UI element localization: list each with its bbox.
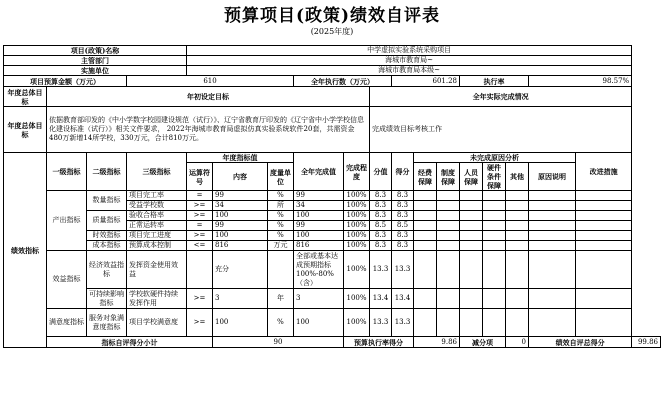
reason-cell: [483, 241, 506, 251]
unit-cell: %: [268, 211, 294, 221]
subtotal-value: 90: [213, 337, 344, 348]
goals-row-label: 年度总体目标: [4, 107, 47, 153]
reason-cell: [506, 231, 529, 241]
got-cell: 8.5: [392, 221, 414, 231]
content-cell: 99: [213, 191, 268, 201]
level1-cell: 效益指标: [47, 251, 87, 309]
reason-cell: [529, 241, 576, 251]
unit-cell: 所: [268, 201, 294, 211]
level2-cell: 时效指标: [87, 231, 127, 241]
table-row: [4, 231, 661, 241]
table-row: [4, 191, 661, 201]
reason-other-header: 其他: [506, 163, 529, 191]
level3-cell: 预算成本控制: [127, 241, 187, 251]
project-name-value: 中学虚拟实验系统采购项目: [187, 46, 632, 56]
degree-cell: 100%: [344, 289, 370, 309]
op-cell: >=: [187, 201, 213, 211]
op-header: 运算符号: [187, 163, 213, 191]
deduct-value: 0: [506, 337, 529, 348]
unit-cell: 万元: [268, 241, 294, 251]
budget-label: 项目预算金额（万元）: [4, 76, 127, 87]
reason-cell: [414, 211, 437, 221]
full-value-header: 全年完成值: [294, 153, 344, 191]
evaluation-table: [3, 45, 661, 348]
content-cell: 3: [213, 289, 268, 309]
level3-cell: 项目学校满意度: [127, 309, 187, 337]
improve-cell: [576, 241, 632, 251]
full-cell: 99: [294, 191, 344, 201]
reason-cell: [414, 241, 437, 251]
reason-note-header: 原因说明: [529, 163, 576, 191]
full-cell: 100: [294, 211, 344, 221]
budget-value: 610: [127, 76, 294, 87]
reason-cell: [529, 201, 576, 211]
project-name-row: [4, 46, 661, 56]
reason-group-header: 未完成原因分析: [414, 153, 576, 163]
reason-cell: [506, 191, 529, 201]
goals-col2-label: 年初设定目标: [47, 87, 370, 107]
unit-cell: %: [268, 309, 294, 337]
got-cell: 13.4: [392, 289, 414, 309]
degree-cell: 100%: [344, 191, 370, 201]
goals-col3-label: 全年实际完成情况: [370, 87, 632, 107]
level2-cell: 经济效益指标: [87, 251, 127, 289]
reason-cell: [506, 201, 529, 211]
goals-col1-label: 年度总体目标: [4, 87, 47, 107]
deduct-label: 减分项: [460, 337, 506, 348]
op-cell: >=: [187, 231, 213, 241]
full-cell: 3: [294, 289, 344, 309]
improve-cell: [576, 289, 632, 309]
reason-cell: [529, 221, 576, 231]
reason-cell: [414, 221, 437, 231]
got-cell: 8.3: [392, 241, 414, 251]
dept-value: 海城市教育局~: [187, 56, 632, 66]
reason-cell: [460, 191, 483, 201]
unit-cell: 年: [268, 289, 294, 309]
exec-score-value: 9.86: [414, 337, 460, 348]
content-cell: 100: [213, 231, 268, 241]
op-cell: [187, 251, 213, 289]
degree-cell: 100%: [344, 251, 370, 289]
level1-header: 一级指标: [47, 153, 87, 191]
unit-cell: %: [268, 221, 294, 231]
score-cell: 8.3: [370, 231, 392, 241]
footer-row: [4, 337, 661, 348]
reason-cell: [414, 191, 437, 201]
reason-cell: [529, 251, 576, 289]
level3-cell: 验收合格率: [127, 211, 187, 221]
reason-cell: [437, 201, 460, 211]
reason-funding-header: 经费保障: [414, 163, 437, 191]
score-cell: 8.3: [370, 201, 392, 211]
impl-label: 实施单位: [4, 66, 187, 76]
reason-cell: [414, 231, 437, 241]
level3-cell: 项目完工率: [127, 191, 187, 201]
got-cell: 8.3: [392, 231, 414, 241]
reason-cell: [483, 221, 506, 231]
content-cell: 100: [213, 309, 268, 337]
got-cell: 8.3: [392, 191, 414, 201]
improve-header: 改进措施: [576, 153, 632, 191]
total-label: 绩效自评总得分: [529, 337, 632, 348]
impl-row: [4, 66, 661, 76]
reason-cell: [483, 201, 506, 211]
level3-cell: 正常运转率: [127, 221, 187, 231]
degree-header: 完成程度: [344, 153, 370, 191]
level1-cell: 产出指标: [47, 191, 87, 251]
reason-cell: [506, 241, 529, 251]
reason-cell: [460, 201, 483, 211]
content-cell: 34: [213, 201, 268, 211]
reason-cell: [460, 241, 483, 251]
goals-header-row: [4, 87, 661, 107]
table-row: [4, 309, 661, 337]
improve-cell: [576, 309, 632, 337]
full-cell: 100: [294, 309, 344, 337]
table-row: [4, 241, 661, 251]
level2-cell: 质量指标: [87, 211, 127, 231]
section-label: 绩效指标: [4, 153, 47, 348]
got-cell: 13.3: [392, 309, 414, 337]
level2-header: 二级指标: [87, 153, 127, 191]
level3-header: 三级指标: [127, 153, 187, 191]
improve-cell: [576, 221, 632, 231]
target-group-header: 年度指标值: [187, 153, 294, 163]
improve-cell: [576, 211, 632, 221]
reason-cell: [414, 251, 437, 289]
level2-cell: 服务对象满意度指标: [87, 309, 127, 337]
subtotal-label: 指标自评得分小计: [47, 337, 213, 348]
level2-cell: 数量指标: [87, 191, 127, 211]
reason-cell: [437, 289, 460, 309]
reason-cell: [483, 211, 506, 221]
improve-cell: [576, 201, 632, 211]
reason-cell: [460, 289, 483, 309]
reason-cell: [437, 309, 460, 337]
reason-cell: [483, 231, 506, 241]
full-cell: 100: [294, 231, 344, 241]
degree-cell: 100%: [344, 309, 370, 337]
op-cell: >=: [187, 211, 213, 221]
goals-set-text: 依据教育部印发的《中小学数字校园建设规范（试行）》、辽宁省教育厅印发的《辽宁省中小学学校信息化建设标准（试行）》相关文件要求， 2022年海城市教育局虚拟仿真实验系统软件20套，共需资金480万新增14所学校，330万元，合计810万元。: [47, 107, 370, 153]
reason-system-header: 制度保障: [437, 163, 460, 191]
reason-cell: [460, 231, 483, 241]
goals-content-row: [4, 107, 661, 153]
op-cell: =: [187, 221, 213, 231]
got-header: 得分: [392, 153, 414, 191]
op-cell: >=: [187, 309, 213, 337]
reason-cell: [529, 309, 576, 337]
level3-cell: 受益学校数: [127, 201, 187, 211]
form-title: 预算项目(政策)绩效自评表: [223, 6, 441, 26]
reason-cell: [460, 211, 483, 221]
op-cell: >=: [187, 289, 213, 309]
improve-cell: [576, 191, 632, 201]
score-cell: 13.3: [370, 309, 392, 337]
reason-hardware-header: 硬件条件保障: [483, 163, 506, 191]
reason-cell: [460, 309, 483, 337]
score-cell: 8.3: [370, 211, 392, 221]
reason-cell: [437, 251, 460, 289]
op-cell: =: [187, 191, 213, 201]
improve-cell: [576, 231, 632, 241]
score-cell: 13.3: [370, 251, 392, 289]
rate-value: 98.57%: [529, 76, 632, 87]
reason-cell: [506, 221, 529, 231]
budget-row: [4, 76, 661, 87]
content-cell: 充分: [213, 251, 268, 289]
level2-cell: 成本指标: [87, 241, 127, 251]
reason-cell: [437, 211, 460, 221]
reason-cell: [437, 221, 460, 231]
level3-cell: 发挥资金使用效益: [127, 251, 187, 289]
reason-cell: [414, 289, 437, 309]
reason-cell: [506, 251, 529, 289]
reason-cell: [414, 201, 437, 211]
impl-value: 海城市教育局本级~: [187, 66, 632, 76]
table-row: [4, 211, 661, 221]
reason-cell: [483, 191, 506, 201]
dept-label: 主管部门: [4, 56, 187, 66]
reason-cell: [437, 241, 460, 251]
got-cell: 8.3: [392, 201, 414, 211]
degree-cell: 100%: [344, 211, 370, 221]
level1-cell: 满意度指标: [47, 309, 87, 337]
reason-cell: [529, 191, 576, 201]
level2-cell: 可持续影响指标: [87, 289, 127, 309]
level3-cell: 项目完工进度: [127, 231, 187, 241]
reason-staff-header: 人员保障: [460, 163, 483, 191]
content-cell: 99: [213, 221, 268, 231]
exec-score-label: 预算执行率得分: [344, 337, 414, 348]
reason-cell: [460, 221, 483, 231]
reason-cell: [483, 251, 506, 289]
unit-cell: %: [268, 231, 294, 241]
score-cell: 8.5: [370, 221, 392, 231]
got-cell: 13.3: [392, 251, 414, 289]
reason-cell: [506, 211, 529, 221]
level3-cell: 学校软硬件持续发挥作用: [127, 289, 187, 309]
full-cell: 全部或基本达成预期指标100%-80%（含）: [294, 251, 344, 289]
goals-actual-text: 完成绩效目标考核工作: [370, 107, 632, 153]
degree-cell: 100%: [344, 221, 370, 231]
reason-cell: [529, 231, 576, 241]
content-cell: 100: [213, 211, 268, 221]
score-cell: 8.3: [370, 241, 392, 251]
table-row: [4, 289, 661, 309]
op-cell: <=: [187, 241, 213, 251]
unit-cell: %: [268, 191, 294, 201]
degree-cell: 100%: [344, 201, 370, 211]
form-year: (2025年度): [310, 27, 354, 36]
degree-cell: 100%: [344, 231, 370, 241]
reason-cell: [483, 289, 506, 309]
table-row: [4, 251, 661, 289]
score-header: 分值: [370, 153, 392, 191]
reason-cell: [506, 309, 529, 337]
exec-value: 601.28: [392, 76, 460, 87]
dept-row: [4, 56, 661, 66]
full-cell: 816: [294, 241, 344, 251]
full-cell: 99: [294, 221, 344, 231]
got-cell: 8.3: [392, 211, 414, 221]
unit-cell: [268, 251, 294, 289]
reason-cell: [483, 309, 506, 337]
exec-label: 全年执行数（万元）: [294, 76, 392, 87]
unit-header: 度量单位: [268, 163, 294, 191]
reason-cell: [529, 289, 576, 309]
reason-cell: [437, 231, 460, 241]
indicator-header-row-1: [4, 153, 661, 163]
total-value: 99.86: [632, 337, 661, 348]
reason-cell: [506, 289, 529, 309]
content-cell: 816: [213, 241, 268, 251]
reason-cell: [460, 251, 483, 289]
full-cell: 34: [294, 201, 344, 211]
reason-cell: [437, 191, 460, 201]
project-name-label: 项目(政策)名称: [4, 46, 187, 56]
reason-cell: [529, 211, 576, 221]
score-cell: 8.3: [370, 191, 392, 201]
score-cell: 13.4: [370, 289, 392, 309]
improve-cell: [576, 251, 632, 289]
degree-cell: 100%: [344, 241, 370, 251]
reason-cell: [414, 309, 437, 337]
rate-label: 执行率: [460, 76, 529, 87]
content-header: 内容: [213, 163, 268, 191]
